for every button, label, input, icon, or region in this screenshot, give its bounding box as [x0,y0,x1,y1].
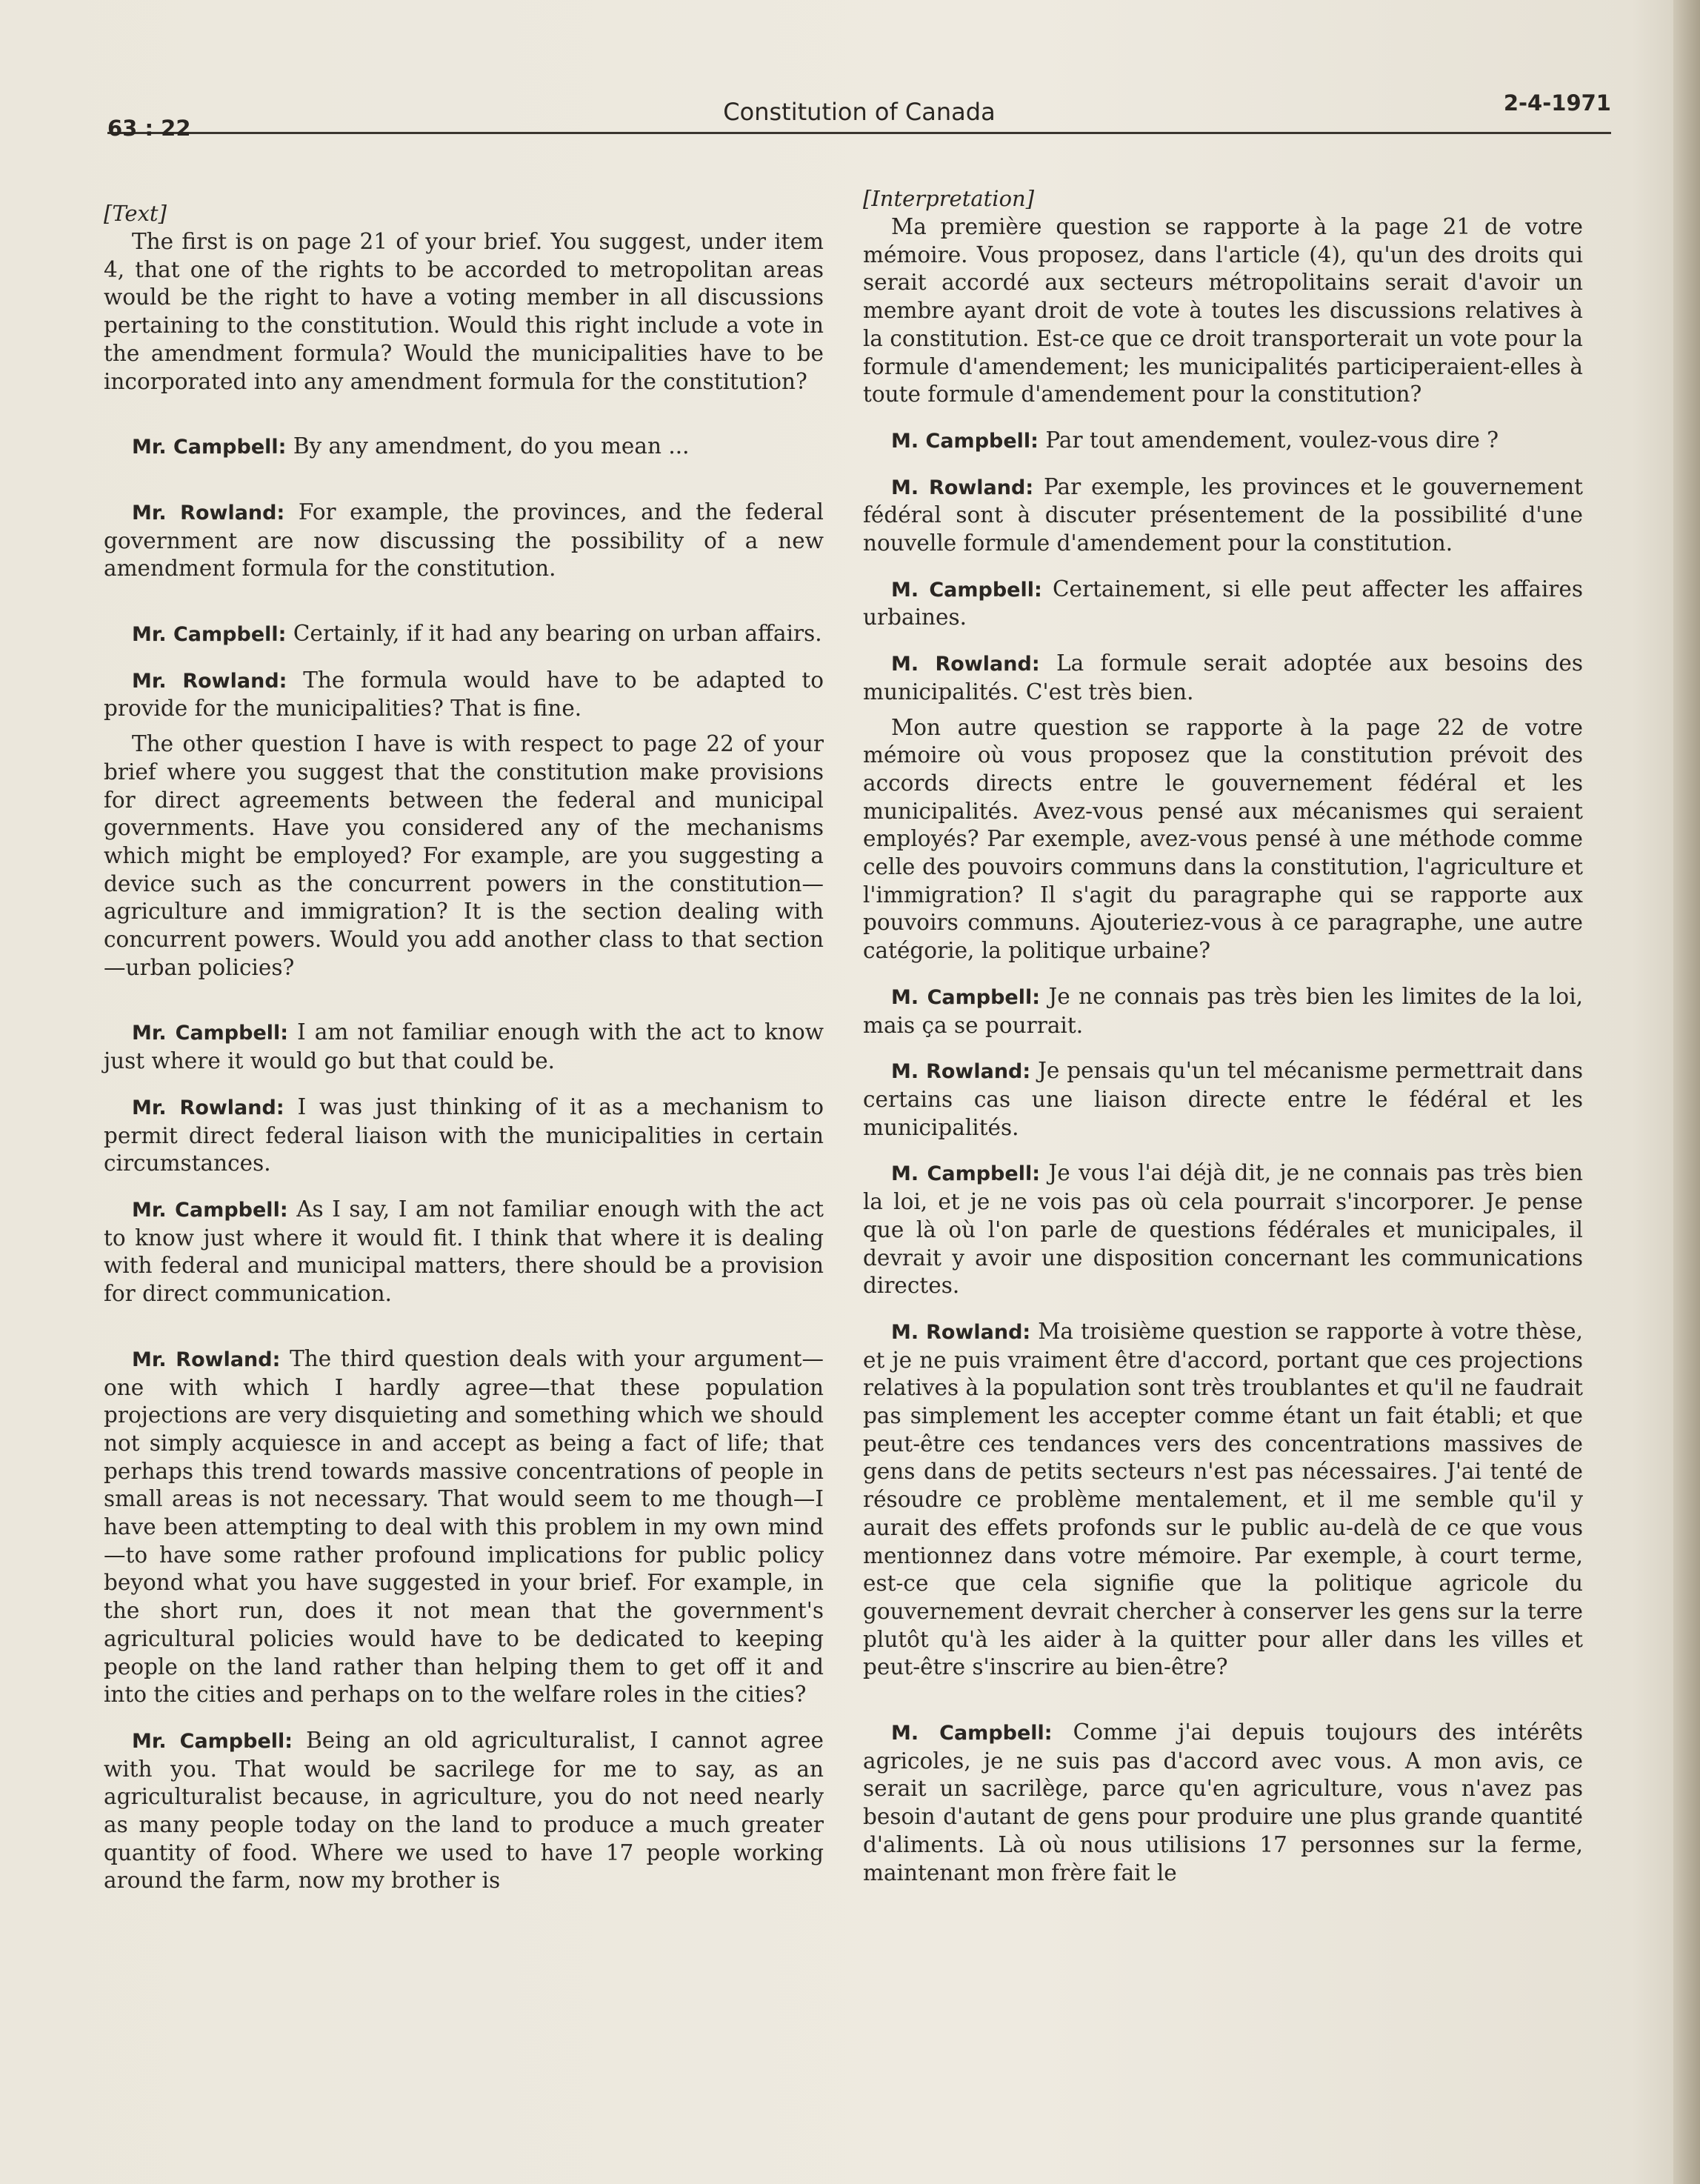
speaker-name: Mr. Rowland: [132,669,287,693]
paragraph [863,1159,1583,1300]
paragraph [863,983,1583,1039]
running-title: Constitution of Canada [723,98,996,126]
speaker-name: Mr. Campbell: [132,1729,293,1753]
paragraph-text: Je ne connais pas très bien les limites de la loi, mais ça se pourrait. [863,983,1584,1038]
paragraph [863,213,1583,409]
paragraph-text: Mon autre question se rapporte à la page 22 de votre mémoire où vous proposez que la constitution prévoit des accords directs entre le gouvernement fédéral et les municipalités. Avez-vous pensé aux mécanismes qui seraient employés? Par exemple, avez-vous pensé à une méthode comme celle des pouvoirs communs dans la constitution, l'agriculture et l'immigration? Il s'agit du paragraphe qui se rapporte aux pouvoirs communs. Ajouteriez-vous à ce paragraphe, une autre catégorie, la politique urbaine? [863,714,1583,964]
speaker-name: M. Rowland: [891,1060,1031,1084]
section-label: [Interpretation] [863,186,1035,211]
paragraph [104,730,824,982]
paragraph [104,228,824,396]
paragraph-text: The first is on page 21 of your brief. You suggest, under item 4, that one of the rights to be accorded to metropolitan areas would be the right to have a voting member in all discussions pertaining to the constitution. Would this right include a vote in the amendment formula? Would the municipalities have to be incorporated into any amendment formula for the constitution? [104,229,824,394]
header-date: 2-4-1971 [1503,90,1611,116]
paragraph-text: By any amendment, do you mean ... [293,433,690,459]
english-column [104,185,824,1895]
paragraph-text: For example, the provinces, and the federal government are now discussing the possibility of a new amendment formula for the constitution. [104,499,824,582]
speaker-name: M. Campbell: [891,429,1039,453]
paragraph-text: Ma première question se rapporte à la page 21 de votre mémoire. Vous proposez, dans l'article (4), qu'un des droits qui serait accordé aux secteurs métropolitains serait d'avoir un membre ayant droit de vote à toutes les discussions relatives à la constitution. Est-ce que ce droit transporterait un vote pour la formule d'amendement; les municipalités participeraient-elles à toute formule d'amendement pour la constitution? [863,214,1583,407]
speaker-name: Mr. Campbell: [132,1022,289,1045]
paragraph-text: The formula would have to be adapted to provide for the municipalities? That is fine. [104,667,824,722]
speaker-name: Mr. Rowland: [132,1348,281,1371]
paragraph [104,433,824,462]
paragraph-text: Ma troisième question se rapporte à votre thèse, et je ne puis vraiment être d'accord, portant que ces projections relatives à la population sont très troublantes et qu'il ne faudrait pas simplement les accepter comme étant un fait établi; et que peut-être ces tendances vers des concentrations massives de gens dans de petits secteurs n'est pas nécessaires. J'ai tenté de résoudre ce problème mentalement, et il me semble qu'il y aurait des effets profonds sur le public au-delà de ce que vous mentionnez dans votre mémoire. Par exemple, à court terme, est-ce que cela signifie que la politique agricole du gouvernement devrait chercher à conserver les gens sur la terre plutôt qu'à les aider à la quitter pour aller dans les villes et peut-être s'inscrire au bien-être? [863,1318,1583,1680]
paragraph-text: Par exemple, les provinces et le gouvernement fédéral sont à discuter présentement de la possibilité d'une nouvelle formule d'amendement pour la constitution. [863,473,1583,556]
paragraph [863,650,1583,706]
paragraph-text: Je vous l'ai déjà dit, je ne connais pas très bien la loi, et je ne vois pas où cela pourrait s'incorporer. Je pense que là où l'on parle de questions fédérales et municipales, il devrait y avoir une disposition concernant les communications directes. [863,1160,1583,1299]
french-column [863,185,1583,1887]
paragraph-text: Being an old agriculturalist, I cannot agree with you. That would be sacrilege for me to say, as an agriculturalist because, in agriculture, you do not need nearly as many people today on the land to produce a much greater quantity of food. Where we used to have 17 people working around the farm, now my brother is [104,1727,824,1894]
page-header [107,87,1611,141]
speaker-name: M. Campbell: [891,1722,1053,1745]
paragraph [863,1057,1583,1142]
paragraph [863,427,1583,456]
paragraph-text: Certainly, if it had any bearing on urban affairs. [293,621,822,647]
paragraph [104,1093,824,1178]
section-label: [Text] [104,201,167,226]
paragraph [104,667,824,723]
paragraph-text: Par tout amendement, voulez-vous dire ? [1045,427,1499,453]
speaker-name: Mr. Campbell: [132,1198,288,1222]
speaker-name: M. Campbell: [891,985,1041,1009]
paragraph [104,1196,824,1308]
speaker-name: Mr. Campbell: [132,623,287,647]
paragraph-text: As I say, I am not familiar enough with the act to know just where it would fit. I think that where it is dealing with federal and municipal matters, there should be a provision for direct communication. [104,1196,824,1307]
page-number: 63 : 22 [107,116,191,141]
paragraph [104,620,824,649]
paragraph [863,1719,1583,1887]
paragraph-text: Comme j'ai depuis toujours des intérêts agricoles, je ne suis pas d'accord avec vous. A mon avis, ce serait un sacrilège, parce qu'en agriculture, vous n'avez pas besoin d'autant de gens pour produire une plus grande quantité d'aliments. Là où nous utilisions 17 personnes sur la ferme, maintenant mon frère fait le [863,1719,1584,1885]
speaker-name: M. Rowland: [891,1320,1031,1344]
paragraph-text: La formule serait adoptée aux besoins des municipalités. C'est très bien. [863,650,1583,705]
paragraph-text: The third question deals with your argument—one with which I hardly agree—that these population projections are very disquieting and something which we should not simply acquiesce in and accept as being a fact of life; that perhaps this trend towards massive concentrations of people in small areas is not necessary. That would seem to me though—I have been attempting to deal with this problem in my own mind—to have some rather profound implications for public policy beyond what you have suggested in your brief. For example, in the short run, does it not mean that the government's agricultural policies would have to be dedicated to keeping people on the land rather than helping them to get off it and into the cities and perhaps on to the welfare roles in the cities? [104,1345,824,1708]
paragraph [104,1345,824,1709]
paragraph-text: I was just thinking of it as a mechanism to permit direct federal liaison with the municipalities in certain circumstances. [104,1093,824,1176]
page-binding-edge [1673,0,1700,2184]
paragraph [863,473,1583,558]
speaker-name: Mr. Campbell: [132,436,287,459]
speaker-name: M. Campbell: [891,578,1042,602]
speaker-name: M. Rowland: [891,476,1034,499]
paragraph [104,1727,824,1895]
paragraph-text: Certainement, si elle peut affecter les affaires urbaines. [863,576,1583,630]
speaker-name: Mr. Rowland: [132,1096,284,1119]
paragraph [104,499,824,583]
paragraph [863,1318,1583,1682]
speaker-name: M. Campbell: [891,1162,1040,1186]
paragraph-text: Je pensais qu'un tel mécanisme permettrait dans certains cas une liaison directe entre le fédéral et les municipalités. [863,1058,1583,1140]
paragraph [863,714,1583,965]
paragraph-text: I am not familiar enough with the act to know just where it would go but that could be. [104,1019,824,1074]
speaker-name: M. Rowland: [891,653,1040,676]
paragraph [104,1019,824,1075]
paragraph-text: The other question I have is with respect to page 22 of your brief where you suggest that the constitution make provisions for direct agreements between the federal and municipal governments. Have you considered any of the mechanisms which might be employed? For example, are you suggesting a device such as the concurrent powers in the constitution—agriculture and immigration? It is the section dealing with concurrent powers. Would you add another class to that section—urban policies? [104,731,824,980]
paragraph [863,576,1583,632]
speaker-name: Mr. Rowland: [132,501,285,525]
